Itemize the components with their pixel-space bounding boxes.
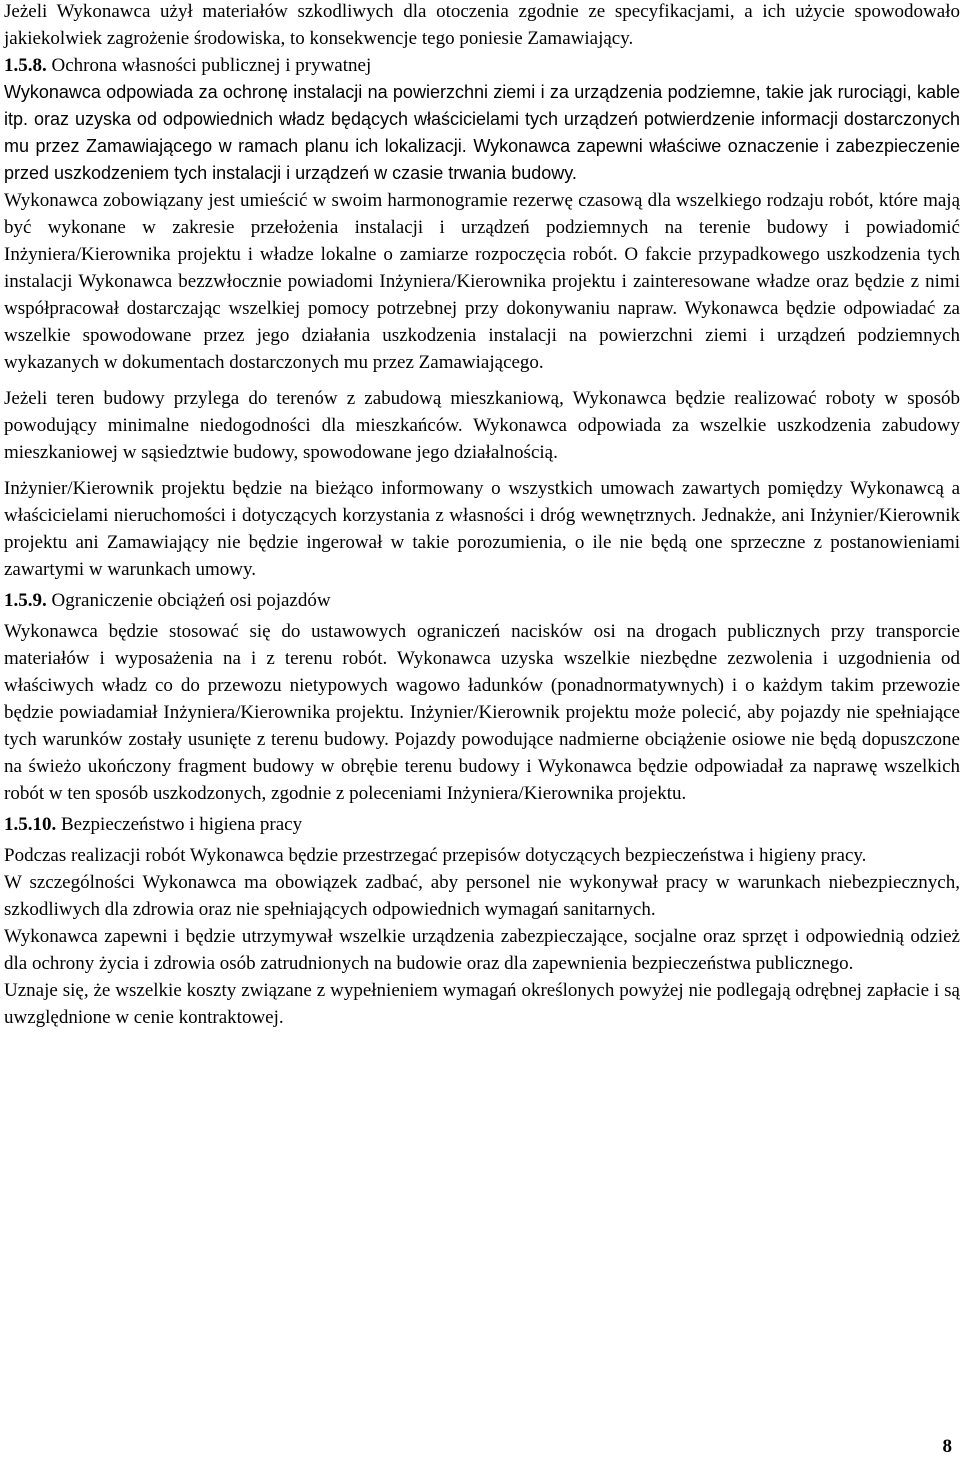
paragraph-costs: Uznaje się, że wszelkie koszty związane z wypełnieniem wymagań określonych powyżej nie podlegają odrębnej zapłacie i są uwzględnione w cenie kontraktowej. xyxy=(4,980,960,1028)
paragraph-schedule-reserve: Wykonawca zobowiązany jest umieścić w swoim harmonogramie rezerwę czasową dla wszelkiego rodzaju robót, które mają być wykonane w zakresie przełożenia instalacji i urządzeń podziemnych na terenie budowy i powiadomić Inżyniera/Kierownika projektu i władze lokalne o zamiarze rozpoczęcia robót. O fakcie przypadkowego uszkodzenia tych instalacji Wykonawca bezzwłocznie powiadomi Inżyniera/Kierownika projektu i zainteresowane władze oraz będzie z nimi współpracował dostarczając wszelkiej pomocy potrzebnej przy dokonywaniu napraw. Wykonawca będzie odpowiadać za wszelkie spowodowane przez jego działania uszkodzenia instalacji na powierzchni ziemi i urządzeń podziemnych wykazanych w dokumentach dostarczonych mu przez Zamawiającego. xyxy=(4,190,960,373)
section-1-5-9-heading xyxy=(4,587,960,614)
section-title: Ochrona własności publicznej i prywatnej xyxy=(51,55,372,76)
section-number: 1.5.8. xyxy=(4,55,47,76)
section-title: Ograniczenie obciążeń osi pojazdów xyxy=(51,590,331,611)
section-number: 1.5.9. xyxy=(4,590,47,611)
paragraph-residential-area: Jeżeli teren budowy przylega do terenów z zabudową mieszkaniową, Wykonawca będzie realizować roboty w sposób powodujący minimalne niedogodności dla mieszkańców. Wykonawca odpowiada za wszelkie uszkodzenia zabudowy mieszkaniowej w sąsiedztwie budowy, spowodowane jego działalnością. xyxy=(4,388,960,463)
paragraph-engineer-informed: Inżynier/Kierownik projektu będzie na bieżąco informowany o wszystkich umowach zawartych pomiędzy Wykonawcą a właścicielami nieruchomości i dotyczących korzystania z własności i dróg wewnętrznych. Jednakże, ani Inżynier/Kierownik projektu ani Zamawiający nie będzie ingerował w takie porozumienia, o ile nie będą one sprzeczne z postanowieniami zawartymi w warunkach umowy. xyxy=(4,478,960,580)
paragraph-safety-rules: Podczas realizacji robót Wykonawca będzie przestrzegać przepisów dotyczących bezpieczeństwa i higieny pracy. xyxy=(4,845,867,866)
section-1-5-10-heading xyxy=(4,811,960,838)
page-number: 8 xyxy=(942,1436,952,1457)
paragraph-protection-installations: Wykonawca odpowiada za ochronę instalacji na powierzchni ziemi i za urządzenia podziemne, takie jak rurociągi, kable itp. oraz uzyska od odpowiednich władz będących właścicielami tych urządzeń potwierdzenie informacji dostarczonych mu przez Zamawiającego w ramach planu ich lokalizacji. Wykonawca zapewni właściwe oznaczenie i zabezpieczenie przed uszkodzeniem tych instalacji i urządzeń w czasie trwania budowy. xyxy=(4,82,960,183)
document-page xyxy=(4,0,960,1031)
paragraph-axle-loads: Wykonawca będzie stosować się do ustawowych ograniczeń nacisków osi na drogach publicznych przy transporcie materiałów i wyposażenia na i z terenu robót. Wykonawca uzyska wszelkie niezbędne zezwolenia i uzgodnienia od właściwych władz co do przewozu nietypowych wagowo ładunków (ponadnormatywnych) i o każdym takim przewozie będzie powiadamiał Inżyniera/Kierownika projektu. Inżynier/Kierownik projektu może polecić, aby pojazdy nie spełniające tych warunków zostały usunięte z terenu budowy. Pojazdy powodujące nadmierne obciążenie osiowe nie będą dopuszczone na świeżo ukończony fragment budowy w obrębie terenu budowy i Wykonawca będzie odpowiadał za naprawę wszelkich robót w ten sposób uszkodzonych, zgodnie z poleceniami Inżyniera/Kierownika projektu. xyxy=(4,621,960,804)
intro-paragraph: Jeżeli Wykonawca użył materiałów szkodliwych dla otoczenia zgodnie ze specyfikacjami, a ich użycie spowodowało jakiekolwiek zagrożenie środowiska, to konsekwencje tego poniesie Zamawiający. xyxy=(4,1,960,49)
paragraph-protective-equipment: Wykonawca zapewni i będzie utrzymywał wszelkie urządzenia zabezpieczające, socjalne oraz sprzęt i odpowiednią odzież dla ochrony życia i zdrowia osób zatrudnionych na budowie oraz dla zapewnienia bezpieczeństwa publicznego. xyxy=(4,926,960,974)
section-1-5-8-heading xyxy=(4,52,960,79)
section-number: 1.5.10. xyxy=(4,814,57,835)
section-title: Bezpieczeństwo i higiena pracy xyxy=(61,814,303,835)
paragraph-personnel-conditions: W szczególności Wykonawca ma obowiązek zadbać, aby personel nie wykonywał pracy w warunkach niebezpiecznych, szkodliwych dla zdrowia oraz nie spełniających odpowiednich wymagań sanitarnych. xyxy=(4,872,960,920)
